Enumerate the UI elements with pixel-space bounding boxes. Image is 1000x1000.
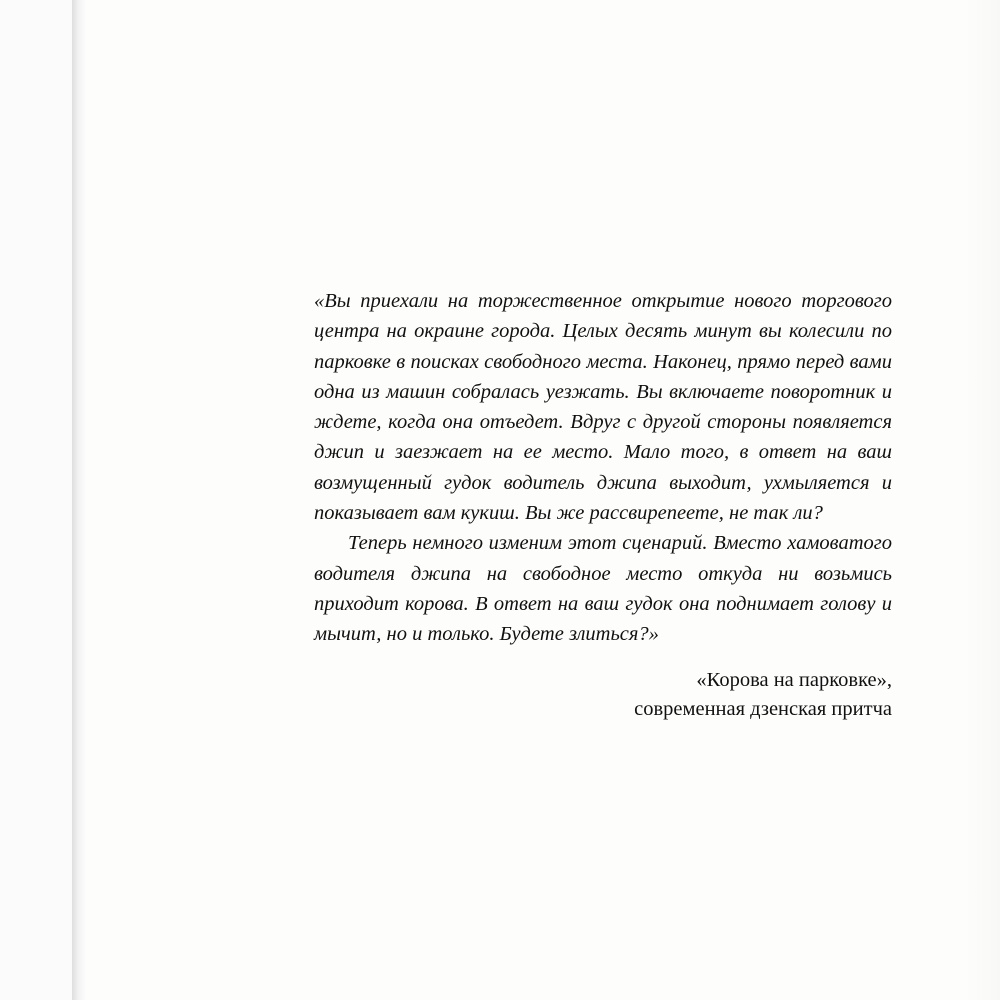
epigraph-attribution <box>314 666 892 724</box>
attribution-source: современная дзенская притча <box>634 697 892 720</box>
page-binding-shadow <box>72 0 86 1000</box>
page-surface <box>86 0 1000 1000</box>
epigraph-paragraph-1 <box>314 286 892 650</box>
page-gutter-strip <box>0 0 73 1000</box>
epigraph-block <box>314 286 892 724</box>
epigraph-text-1: «Вы приехали на торжественное открытие нового торгового центра на окраине города. Целых десять минут вы колесили по парковке в поисках свободного места. Наконец, прямо перед вами одна из машин собралась уезжать. Вы включаете поворотник и ждете, когда она отъедет. Вдруг с другой стороны появляется джип и заезжает на ее место. Мало того, в ответ на ваш возмущенный гудок водитель джипа выходит, ухмыляется и показывает вам кукиш. Вы же рассвирепеете, не так ли? <box>314 290 892 525</box>
attribution-title: «Корова на парковке», <box>696 668 892 691</box>
epigraph-text-2: Теперь немного изменим этот сценарий. Вместо хамоватого водителя джипа на свободное место откуда ни возьмись приходит корова. В ответ на ваш гудок она поднимает голову и мычит, но и только. Будете злиться?» <box>314 532 892 646</box>
